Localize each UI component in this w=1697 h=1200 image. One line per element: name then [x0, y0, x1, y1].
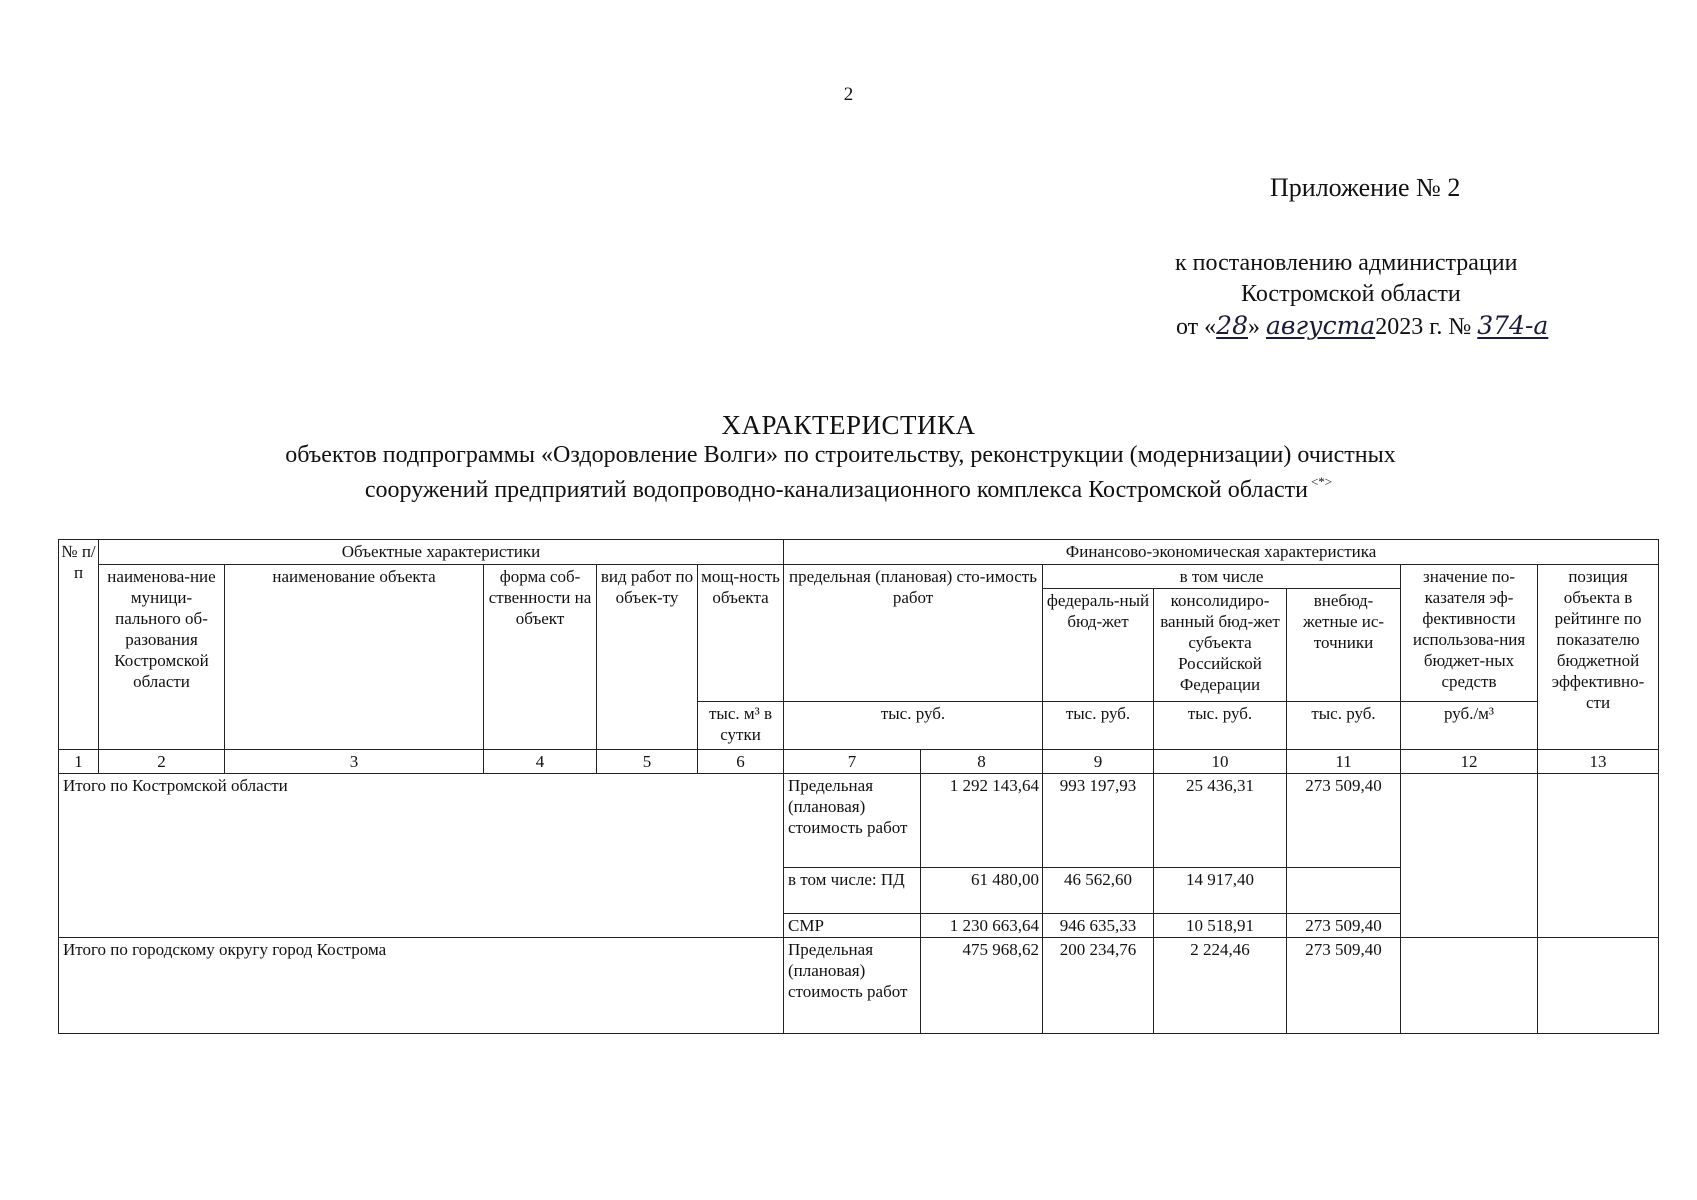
- header-rating: позиция объекта в рейтинге по показателю бюджетной эффективно-сти: [1538, 565, 1659, 750]
- column-number-row: [59, 750, 1659, 774]
- header-including: в том числе: [1043, 565, 1401, 589]
- header-object-name: наименование объекта: [225, 565, 484, 750]
- header-capacity: мощ-ность объекта: [698, 565, 784, 702]
- cell-total: 475 968,62: [921, 938, 1043, 1034]
- header-federal: федераль-ный бюд-жет: [1043, 589, 1154, 702]
- unit-consolidated: тыс. руб.: [1154, 702, 1287, 750]
- column-number: 9: [1043, 750, 1154, 774]
- group-name: Итого по городскому округу город Кострома: [59, 938, 784, 1034]
- decree-day-handwritten: 28: [1216, 311, 1248, 340]
- header-municipality: наименова-ние муници-пального об-разования Костромской области: [99, 565, 225, 750]
- unit-capacity: тыс. м³ в сутки: [698, 702, 784, 750]
- decree-month-handwritten: августа: [1265, 311, 1376, 340]
- cell-federal: 200 234,76: [1043, 938, 1154, 1034]
- appendix-title: Приложение № 2: [1270, 173, 1461, 202]
- row-label: СМР: [784, 914, 921, 938]
- unit-federal: тыс. руб.: [1043, 702, 1154, 750]
- appendix-region-line: Костромской области: [1241, 281, 1461, 307]
- column-number: 13: [1538, 750, 1659, 774]
- unit-offbudget: тыс. руб.: [1287, 702, 1401, 750]
- cell-federal: 993 197,93: [1043, 774, 1154, 868]
- cell-efficiency: [1401, 938, 1538, 1034]
- column-number: 12: [1401, 750, 1538, 774]
- header-efficiency: значение по-казателя эф-фективности использова-ния бюджет-ных средств: [1401, 565, 1538, 702]
- appendix-to-line: к постановлению администрации: [1175, 250, 1518, 276]
- column-number: 1: [59, 750, 99, 774]
- row-label: Предельная (плановая) стоимость работ: [784, 938, 921, 1034]
- cell-federal: 46 562,60: [1043, 868, 1154, 914]
- decree-number-handwritten: 374-а: [1477, 311, 1549, 340]
- column-number: 8: [921, 750, 1043, 774]
- document-subtitle-line-2: [0, 474, 1697, 504]
- column-number: 4: [484, 750, 597, 774]
- cell-consolidated: 25 436,31: [1154, 774, 1287, 868]
- page-number: 2: [843, 84, 854, 105]
- header-object-characteristics: Объектные характеристики: [99, 540, 784, 565]
- cell-rating: [1538, 774, 1659, 938]
- header-consolidated: консолидиро-ванный бюд-жет субъекта Российской Федерации: [1154, 589, 1287, 702]
- decree-quote-close: »: [1247, 314, 1260, 340]
- cell-total: 1 292 143,64: [921, 774, 1043, 868]
- column-number: 2: [99, 750, 225, 774]
- cell-consolidated: 2 224,46: [1154, 938, 1287, 1034]
- characteristics-table: [58, 539, 1659, 1034]
- cell-total: 61 480,00: [921, 868, 1043, 914]
- cell-consolidated: 10 518,91: [1154, 914, 1287, 938]
- row-label: в том числе: ПД: [784, 868, 921, 914]
- subtitle-line-2-text: сооружений предприятий водопроводно-канализационного комплекса Костромской области: [364, 477, 1308, 503]
- decree-prefix: от «: [1176, 314, 1217, 340]
- cell-offbudget: 273 509,40: [1287, 938, 1401, 1034]
- table-row: [59, 938, 1659, 1034]
- header-max-cost: предельная (плановая) сто-имость работ: [784, 565, 1043, 702]
- column-number: 3: [225, 750, 484, 774]
- row-label: Предельная (плановая) стоимость работ: [784, 774, 921, 868]
- column-number: 6: [698, 750, 784, 774]
- cell-rating: [1538, 938, 1659, 1034]
- cell-offbudget: [1287, 868, 1401, 914]
- header-ownership: форма соб-ственности на объект: [484, 565, 597, 750]
- column-number: 11: [1287, 750, 1401, 774]
- decree-line: [1176, 311, 1548, 341]
- unit-cost: тыс. руб.: [784, 702, 1043, 750]
- document-title: ХАРАКТЕРИСТИКА: [721, 410, 976, 440]
- header-financial-characteristics: Финансово-экономическая характеристика: [784, 540, 1659, 565]
- cell-consolidated: 14 917,40: [1154, 868, 1287, 914]
- column-number: 10: [1154, 750, 1287, 774]
- decree-year: 2023 г. №: [1375, 314, 1472, 340]
- cell-federal: 946 635,33: [1043, 914, 1154, 938]
- cell-offbudget: 273 509,40: [1287, 914, 1401, 938]
- cell-total: 1 230 663,64: [921, 914, 1043, 938]
- document-subtitle-line-1: объектов подпрограммы «Оздоровление Волги» по строительству, реконструкции (модернизации) очистных: [285, 442, 1396, 468]
- unit-efficiency: руб./м³: [1401, 702, 1538, 750]
- cell-efficiency: [1401, 774, 1538, 938]
- header-work-type: вид работ по объек-ту: [597, 565, 698, 750]
- column-number: 5: [597, 750, 698, 774]
- table-row: [59, 774, 1659, 868]
- header-offbudget: внебюд-жетные ис-точники: [1287, 589, 1401, 702]
- column-number: 7: [784, 750, 921, 774]
- header-num: № п/п: [59, 540, 99, 750]
- cell-offbudget: 273 509,40: [1287, 774, 1401, 868]
- footnote-mark: <*>: [1310, 474, 1333, 489]
- group-name: Итого по Костромской области: [59, 774, 784, 938]
